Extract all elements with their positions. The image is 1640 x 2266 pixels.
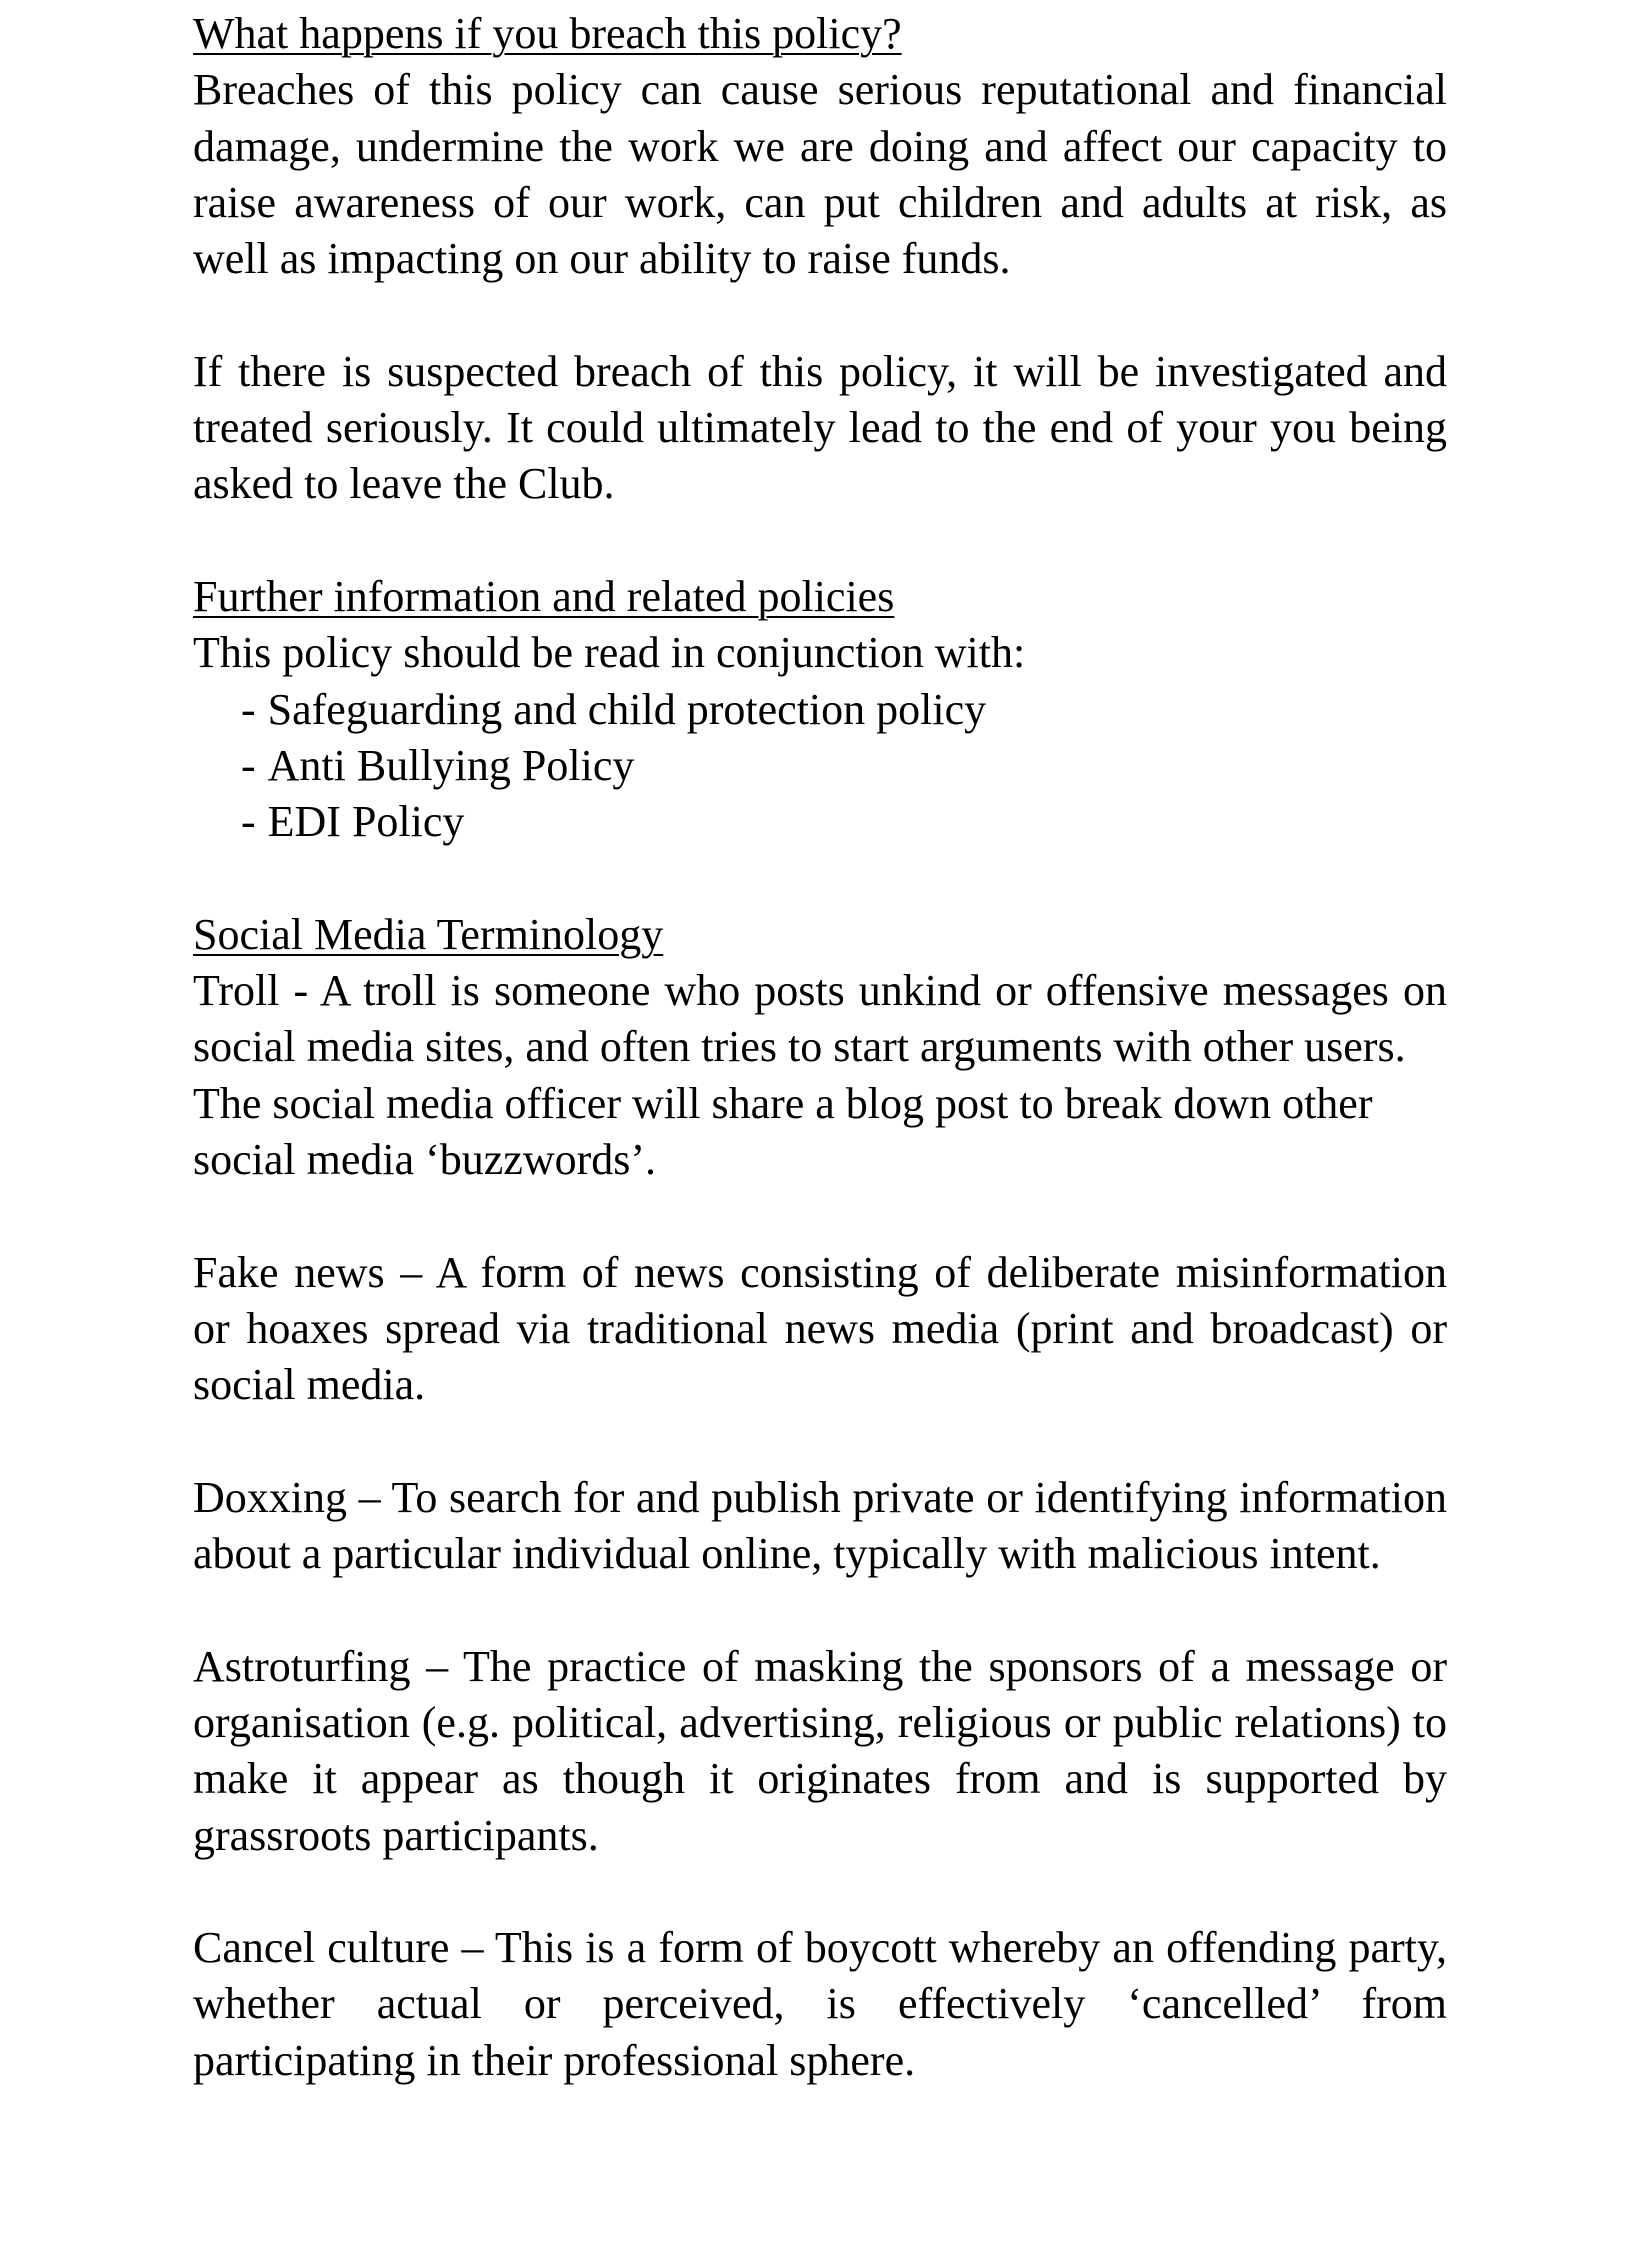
section-heading-terminology: Social Media Terminology [193,909,664,959]
spacer [193,1864,1447,1920]
dash-bullet: - [241,797,256,847]
list-item-text: Safeguarding and child protection policy [267,684,987,734]
list-item [241,794,1447,850]
term-cancel-culture: Cancel culture – This is a form of boycott whereby an offending party, whether actual or perceived, is effectively ‘cancelled’ from participating in their professional sphere. [193,1923,1447,2085]
term-fake-news: Fake news – A form of news consisting of deliberate misinformation or hoaxes spread via traditional news media (print and broadcast) or social media. [193,1247,1447,1410]
spacer [193,1582,1447,1638]
spacer [193,1413,1447,1469]
document-page [193,6,1447,2089]
term-astroturfing: Astroturfing – The practice of masking the sponsors of a message or organisation (e.g. political, advertising, religious or public relations) to make it appear as though it originates from and is supported by grassroots participants. [193,1641,1447,1860]
list-item-text: Anti Bullying Policy [267,740,635,790]
paragraph-breach-consequences: Breaches of this policy can cause serious reputational and financial damage, undermine the work we are doing and affect our capacity to raise awareness of our work, can put children and adults at risk, as well as impacting on our ability to raise funds. [193,65,1447,284]
term-troll: Troll - A troll is someone who posts unkind or offensive messages on social media sites, and often tries to start arguments with other users. [193,966,1447,1072]
dash-bullet: - [241,684,256,734]
spacer [193,513,1447,569]
list-item-text: EDI Policy [267,797,465,847]
section-heading-further-information: Further information and related policies [193,571,895,621]
paragraph-officer-note: The social media officer will share a blog post to break down other social media ‘buzzwords’. [193,1078,1373,1184]
term-doxxing: Doxxing – To search for and publish private or identifying information about a particular individual online, typically with malicious intent. [193,1472,1447,1579]
paragraph-breach-investigation: If there is suspected breach of this policy, it will be investigated and treated seriously. It could ultimately lead to the end of your you being asked to leave the Club. [193,346,1447,509]
spacer [193,850,1447,906]
dash-bullet: - [241,740,256,790]
list-item [241,738,1447,794]
spacer [193,287,1447,343]
section-heading-breach: What happens if you breach this policy? [193,9,902,58]
related-policies-list [193,682,1447,851]
list-item [241,682,1447,738]
spacer [193,1188,1447,1244]
paragraph-related-policies-intro: This policy should be read in conjunction with: [193,628,1026,678]
